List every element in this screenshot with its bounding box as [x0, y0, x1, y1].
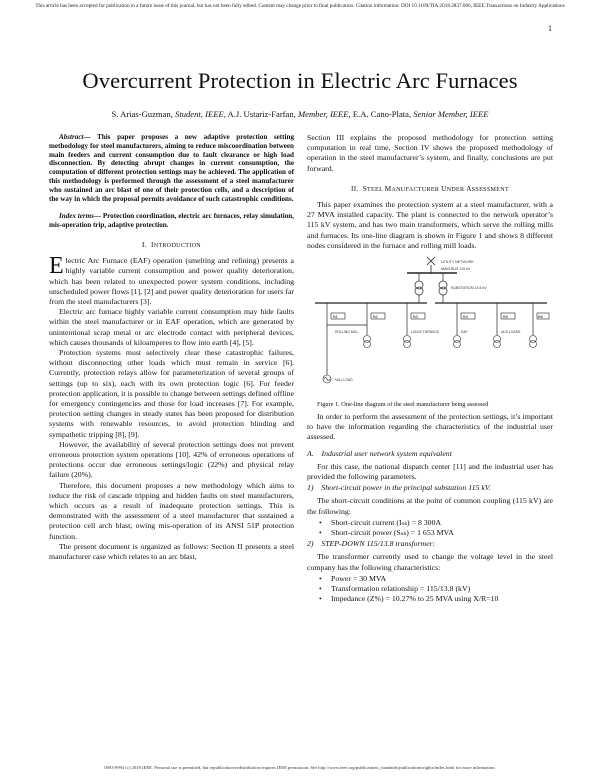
node-label: B6: [538, 313, 543, 319]
list-item: • Short-circuit power (Sₛₖ) = 1 653 MVA: [307, 528, 553, 538]
section-number: I.: [141, 240, 147, 249]
transformer-params-list: [307, 574, 553, 605]
section-initial: I: [150, 240, 154, 249]
mill-load-symbol: [323, 375, 331, 383]
intro-paragraph-6: The present document is organized as follows: Section II presents a steel manufacturer case which relates to an arc blast,: [49, 541, 294, 562]
list-item: • Power = 30 MVA: [307, 574, 553, 584]
section-word: NDER: [446, 186, 467, 193]
right-column: [307, 133, 553, 605]
section-title-rest: NTRODUCTION: [153, 242, 201, 249]
section-word: ANUFACTURER: [391, 186, 442, 193]
section-initial: U: [441, 184, 447, 193]
node-label: B4: [463, 313, 468, 319]
node-label: B1: [333, 313, 338, 319]
author-name: A.J. Ustariz-Farfan,: [227, 109, 296, 119]
aux-loads-label: AUX LOADS: [501, 330, 521, 335]
item-1-text: The short-circuit conditions at the point of common coupling (115 kV) are the following:: [307, 496, 553, 516]
section-word: TEEL: [367, 186, 385, 193]
ladle-furnace-label: LADLE FURNACE: [411, 330, 440, 335]
author-role: Member, IEEE,: [297, 109, 351, 119]
intro-paragraph-1: [49, 253, 294, 307]
node-label: B3: [413, 313, 418, 319]
page-number: 1: [548, 24, 552, 33]
utility-source-symbol: [427, 257, 435, 273]
copyright-footer: 0093-9994 (c) 2018 IEEE. Personal use is permitted, but republication/redistribution requires IEEE permission. See http://www.ieee.org/publications_standards/publications/rights/index.html for more information.: [104, 765, 496, 770]
author-name: E.A. Cano-Plata,: [352, 109, 412, 119]
paragraph-text: lectric Arc Furnace (EAF) operation (smelting and refining) presents a highly variable current consumption and power quality deterioration, which has been related to unexpected power system conditions, including unscheduled power flows [1], [2] and power quality deterioration for users far from the steel manufacturers [3].: [49, 256, 294, 306]
author-name: S. Arias-Guzman,: [111, 109, 173, 119]
paper-title: Overcurrent Protection in Electric Arc Furnaces: [82, 68, 518, 93]
item-1-heading: 1) Short-circuit power in the principal substation 115 kV.: [307, 483, 491, 493]
one-line-diagram-svg: [307, 255, 553, 397]
one-line-diagram: [307, 255, 553, 397]
node-label: B5: [503, 313, 508, 319]
abstract: [49, 133, 294, 203]
item-2-text: The transformer currently used to change the voltage level in the steel company has the following characteristics:: [307, 552, 553, 572]
main-bus-label: MAIN BUS 115 kV: [441, 267, 471, 272]
rolling-mill-label: ROLLING MILL: [335, 330, 359, 335]
list-item: • Short-circuit current (Iₛₖ) = 8 300A: [307, 518, 553, 528]
subsection-heading-a: A. Industrial user network system equivalent: [307, 448, 452, 458]
index-terms-text: — Protection coordination, electric arc furnaces, relay simulation, mis-operation trip, adaptive protection.: [49, 212, 294, 230]
utility-label: UTILITY NETWORK: [441, 260, 474, 265]
section-number: II.: [351, 184, 359, 193]
short-circuit-list: [307, 518, 553, 538]
subsection-a-paragraph: For this case, the national dispatch center [11] and the industrial user has provided the following parameters.: [307, 461, 553, 482]
eaf-label: EAF: [461, 330, 468, 335]
mill-load-label: MILL LOAD: [335, 378, 353, 383]
item-2-heading: 2) STEP-DOWN 115/13.8 transformer:: [307, 539, 436, 549]
section2-paragraph-1: This paper examines the protection system at a steel manufacturer, with a 27 MVA installed capacity. The plant is connected to the network operator’s 115 kV system, and has two main transformers, which serve the rolling mills and furnaces. Its one-line diagram is shown in Figure 1 and shows 8 different nodes considered in the furnace and rolling mill loads.: [307, 200, 553, 250]
journal-header-note: This article has been accepted for publication in a future issue of this journal, but has not been fully edited. Content may change prior to final publication. Citation information: DOI 10.1109/TIA.2018.2837.006, IEEE Transactions on Industry Applications: [35, 3, 565, 9]
intro-paragraph-4: However, the availability of several protection settings does not prevent erroneous protection system operations [10]. 42% of erroneous operations of protections occur due erroneous settings/logic (22%) and physical relay failure (20%).: [49, 439, 294, 480]
section-initial: M: [384, 184, 392, 193]
abstract-label: Abstract: [59, 133, 84, 141]
relay-boxes: [331, 313, 549, 319]
intro-paragraph-5: Therefore, this document proposes a new methodology which aims to reduce the risk of cascade tripping and hidden faults on steel manufacturers, which occurs as a result of inadequate protection settings. This is demonstrated with the assessment of a steel manufacturer that sustained a protection cell arch blast, owing mis-operation of its ANSI 51P protection function.: [49, 480, 294, 541]
section-initial: A: [466, 184, 472, 193]
index-terms-label: Index terms: [59, 212, 94, 221]
index-terms: [49, 212, 294, 230]
intro-paragraph-2: Electric arc furnace highly variable current consumption may hide faults within the steel manufacturer or in EAF operation, which are generated by unintentional scrap metal or arc electrode contact with peripheral devices, which causes thousands of kiloamperes to flow into earth [4], [5].: [49, 307, 294, 347]
list-item: • Impedance (Z%) = 10.27% to 25 MVA using X/R=10: [307, 594, 553, 604]
organization-paragraph: Section III explains the proposed methodology for protection setting computation in real time, Section IV shows the proposed methodology of operation in the steel manufacturer’s system, and finally, conclusions are put forward.: [307, 133, 553, 173]
author-line: [0, 109, 600, 119]
load-transformer-symbols: [364, 336, 537, 348]
section-initial: S: [362, 184, 368, 193]
intro-paragraph-3: Protection systems must selectively clear these catastrophic failures, without disconnecting other loads which must remain in service [6]. Currently, protection relays allow for parameterization of several groups of settings (up to six), each with its own protection logic [6]. For feeder protection application, it is possible to change between settings defined offline for emergency contingencies and those for load increases [7]. For example, protection setting changes in steady states has been proposed for distribution systems with renewable resources, to avoid protection blinding and sympathetic tripping [8], [9].: [49, 348, 294, 439]
abstract-text: — This paper proposes a new adaptive protection setting methodology for steel manufacturers, aiming to reduce miscoordination between main feeders and current consumption due to fault clearance or high load disconnection. By detecting abrupt changes in current consumption, the computation of different protection settings may be achieved. The application of this methodology is performed through the assessment of a steel manufacturer who sustained an arc blast of one of their protection cells, and a description of the way in which the proposal permits avoidance of such catastrophic conditions.: [49, 133, 294, 203]
section-heading-introduction: [49, 240, 294, 251]
list-item: • Transformation relationship = 115/13.8 (kV): [307, 584, 553, 594]
node-label: B2: [373, 313, 378, 319]
author-role: Student, IEEE,: [175, 109, 226, 119]
transformer-symbol: [415, 273, 447, 303]
substation-label: SUBSTATION 13.8 kV: [451, 286, 487, 291]
drop-cap: E: [49, 253, 64, 280]
assessment-paragraph: In order to perform the assessment of the protection settings, it’s important to have the information regarding the characteristics of the industrial user assessed.: [307, 412, 553, 442]
left-column: [49, 133, 294, 562]
section-word: SSESSMENT: [471, 186, 509, 193]
figure-caption: Figure 1. One-line diagram of the steel manufacturer being assessed: [317, 401, 489, 409]
author-role: Senior Member, IEEE: [413, 109, 489, 119]
section-heading-steel-manufacturer: [307, 184, 553, 195]
